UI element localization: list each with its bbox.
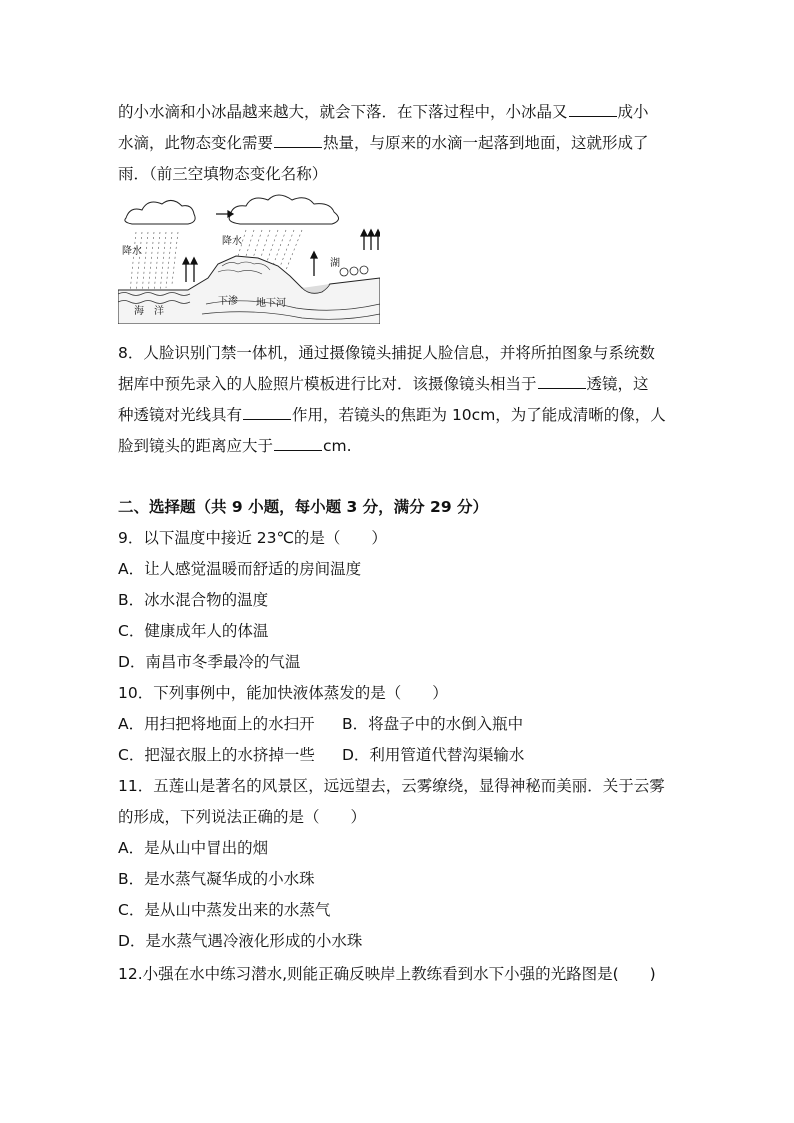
label-seep: 下渗 bbox=[218, 296, 238, 307]
q9-stem: 9．以下温度中接近 23℃的是（ ） bbox=[118, 529, 387, 547]
cloud-left bbox=[125, 200, 195, 224]
q8-line-1: 8．人脸识别门禁一体机，通过摄像镜头捕捉人脸信息，并将所拍图象与系统数 bbox=[118, 344, 655, 362]
q9-option-c[interactable]: C．健康成年人的体温 bbox=[118, 622, 269, 640]
q10-option-a[interactable]: A．用扫把将地面上的水扫开 bbox=[118, 715, 315, 733]
q11-option-a[interactable]: A．是从山中冒出的烟 bbox=[118, 839, 269, 857]
label-rain-mid: 降水 bbox=[222, 236, 242, 247]
trees-icon bbox=[340, 266, 368, 276]
answer-blank[interactable] bbox=[274, 436, 322, 451]
cloud-right bbox=[229, 195, 338, 224]
section-title: 二、选择题（共 9 小题，每小题 3 分，满分 29 分） bbox=[118, 498, 489, 516]
q12-stem: 12.小强在水中练习潜水,则能正确反映岸上教练看到水下小强的光路图是( ) bbox=[118, 965, 656, 983]
q10-option-b[interactable]: B．将盘子中的水倒入瓶中 bbox=[342, 715, 524, 733]
q10-option-c[interactable]: C．把湿衣服上的水挤掉一些 bbox=[118, 746, 315, 764]
answer-blank[interactable] bbox=[569, 102, 617, 117]
q10-stem: 10．下列事例中，能加快液体蒸发的是（ ） bbox=[118, 684, 448, 702]
answer-blank[interactable] bbox=[538, 374, 586, 389]
q8-line-3: 种透镜对光线具有 作用，若镜头的焦距为 10cm，为了能成清晰的像，人 bbox=[118, 406, 666, 424]
q8-line-2: 据库中预先录入的人脸照片模板进行比对．该摄像镜头相当于 透镜，这 bbox=[118, 375, 649, 393]
intro-line-3: 雨．（前三空填物态变化名称） bbox=[118, 165, 328, 183]
q11-option-b[interactable]: B．是水蒸气凝华成的小水珠 bbox=[118, 870, 315, 888]
answer-blank[interactable] bbox=[274, 133, 322, 148]
label-lake: 湖 bbox=[330, 258, 340, 269]
intro-line-1: 的小水滴和小冰晶越来越大，就会下落．在下落过程中，小冰晶又 成小 bbox=[118, 103, 649, 121]
label-sea: 海 洋 bbox=[134, 306, 164, 317]
arrow-right-icon bbox=[216, 211, 233, 217]
q9-option-a[interactable]: A．让人感觉温暖而舒适的房间温度 bbox=[118, 560, 362, 578]
q8-line-4: 脸到镜头的距离应大于 cm. bbox=[118, 437, 352, 455]
rain-left bbox=[130, 232, 178, 292]
intro-line-2: 水滴，此物态变化需要 热量，与原来的水滴一起落到地面，这就形成了 bbox=[118, 134, 649, 152]
q9-option-d[interactable]: D．南昌市冬季最冷的气温 bbox=[118, 653, 301, 671]
q11-stem-1: 11．五莲山是著名的风景区，远远望去，云雾缭绕，显得神秘而美丽．关于云雾 bbox=[118, 777, 665, 795]
water-cycle-figure bbox=[118, 192, 380, 324]
q10-option-d[interactable]: D．利用管道代替沟渠输水 bbox=[342, 746, 525, 764]
q9-option-b[interactable]: B．冰水混合物的温度 bbox=[118, 591, 269, 609]
label-rain-left: 降水 bbox=[122, 246, 142, 257]
answer-blank[interactable] bbox=[243, 405, 291, 420]
q11-stem-2: 的形成，下列说法正确的是（ ） bbox=[118, 808, 367, 826]
label-underground-river: 地下河 bbox=[256, 298, 286, 309]
q11-option-d[interactable]: D．是水蒸气遇冷液化形成的小水珠 bbox=[118, 932, 363, 950]
q11-option-c[interactable]: C．是从山中蒸发出来的水蒸气 bbox=[118, 901, 331, 919]
